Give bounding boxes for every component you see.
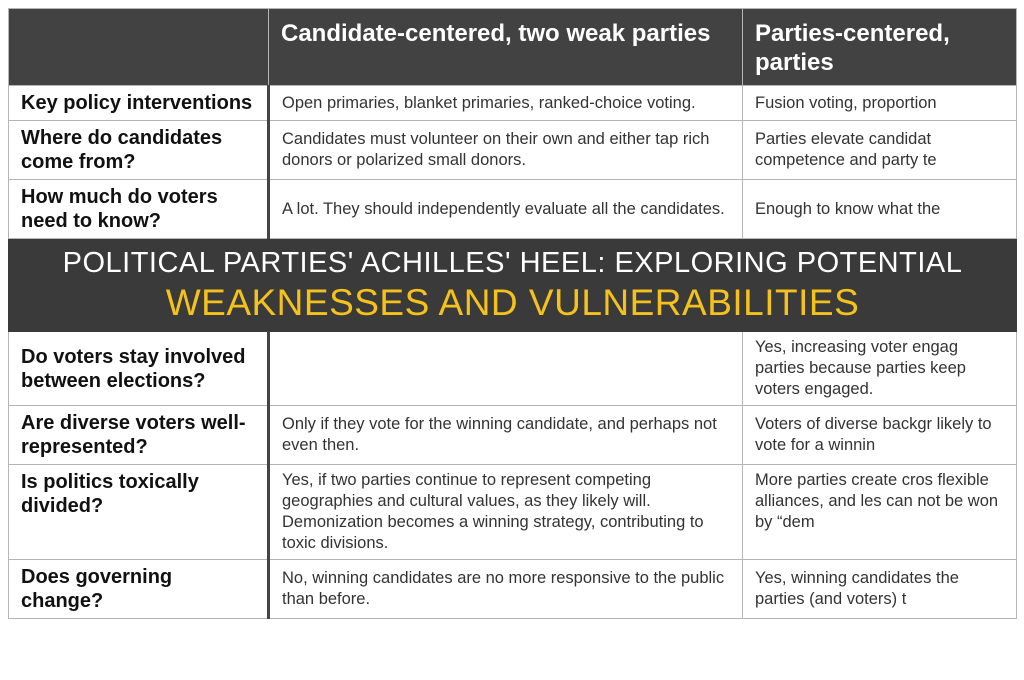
table-row — [9, 560, 1017, 619]
row-cell: A lot. They should independently evaluate all the candidates. — [269, 180, 743, 239]
row-cell: Open primaries, blanket primaries, ranked-choice voting. — [269, 86, 743, 121]
row-cell: Only if they vote for the winning candidate, and perhaps not even then. — [269, 406, 743, 465]
row-cell: Yes, if two parties continue to represent competing geographies and cultural values, as they likely will. Demonization becomes a winning strategy, contributing to toxic divisions. — [269, 465, 743, 560]
row-question: Is politics toxically divided? — [9, 465, 269, 560]
row-question: How much do voters need to know? — [9, 180, 269, 239]
table-header-row — [9, 9, 1017, 86]
row-cell: Yes, winning candidates the parties (and voters) t — [743, 560, 1017, 619]
row-cell: Yes, increasing voter engag parties because parties keep voters engaged. — [743, 332, 1017, 406]
row-cell: Enough to know what the — [743, 180, 1017, 239]
row-cell: No, winning candidates are no more responsive to the public than before. — [269, 560, 743, 619]
row-question: Do voters stay involved between elections? — [9, 332, 269, 406]
row-cell — [269, 332, 743, 406]
row-cell: Candidates must volunteer on their own and either tap rich donors or polarized small donors. — [269, 121, 743, 180]
title-overlay-band — [9, 239, 1017, 332]
row-question: Key policy interventions — [9, 86, 269, 121]
table-row — [9, 180, 1017, 239]
table-row — [9, 406, 1017, 465]
header-cell — [9, 9, 269, 86]
table-row — [9, 86, 1017, 121]
row-question: Does governing change? — [9, 560, 269, 619]
table-row — [9, 332, 1017, 406]
row-cell: Parties elevate candidat competence and party te — [743, 121, 1017, 180]
header-cell: Candidate-centered, two weak parties — [269, 9, 743, 86]
comparison-table — [8, 8, 1017, 619]
header-cell: Parties-centered, parties — [743, 9, 1017, 86]
title-line-1: POLITICAL PARTIES' ACHILLES' HEEL: EXPLORING POTENTIAL — [62, 247, 963, 279]
row-question: Where do candidates come from? — [9, 121, 269, 180]
title-line-2: WEAKNESSES AND VULNERABILITIES — [165, 282, 860, 323]
row-cell: Voters of diverse backgr likely to vote for a winnin — [743, 406, 1017, 465]
title-band-cell — [9, 239, 1017, 332]
row-cell: Fusion voting, proportion — [743, 86, 1017, 121]
table-row — [9, 465, 1017, 560]
row-question: Are diverse voters well-represented? — [9, 406, 269, 465]
row-cell: More parties create cros flexible alliances, and les can not be won by “dem — [743, 465, 1017, 560]
table-row — [9, 121, 1017, 180]
